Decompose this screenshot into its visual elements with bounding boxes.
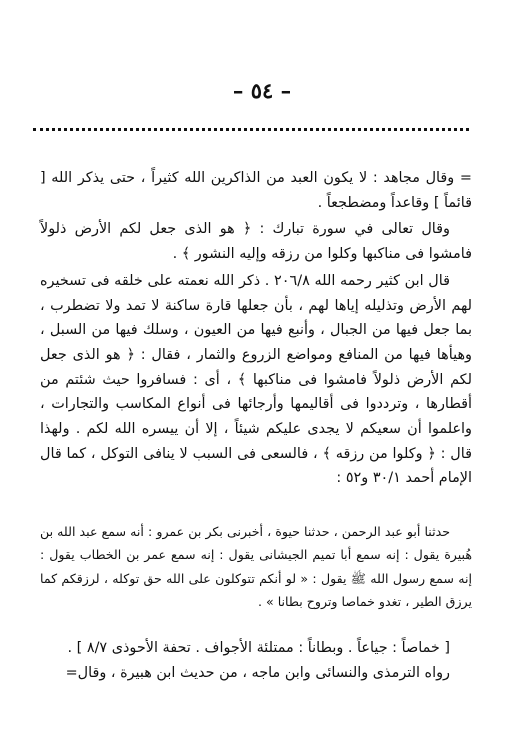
paragraph-ibn-kathir: قال ابن كثير رحمه الله ٢٠٦/٨ . ذكر الله نعمته على خلقه فى تسخيره لهم الأرض وتذليله إياها لهم ، بأن جعلها قارة ساكنة لا تمد ولا تضطرب ، بما جعل فيها من الجبال ، وأنبع فيها من العيون ، وسلك فيها من السبل ، وهيأها فيها من المنافع ومواضع الزروع والثمار ، فقال : ﴿ هو الذى جعل لكم الأرض ذلولاً فامشوا فى مناكبها ﴾ ، أى : فسافروا حيث شئتم من أقطارها ، وترددوا فى أقاليمها وأرجائها فى أنواع المكاسب والتجارات ، واعلموا أن سعيكم لا يجدى عليكم شيئاً ، إلا أن ييسره الله لكم . ولهذا قال : ﴿ وكلوا من رزقه ﴾ ، فالسعى فى السبب لا ينافى التوكل ، كما قال الإمام أحمد ٣٠/١ و٥٢ : bbox=[40, 272, 472, 487]
paragraph-mujahid: = وقال مجاهد : لا يكون العبد من الذاكرين الله كثيراً ، حتى يذكر الله [ قائماً ] وقاعداً ومضطجعاً . bbox=[40, 170, 472, 211]
gloss-note: [ خماصاً : جياعاً . وبطاناً : ممتلئة الأجواف . تحفة الأحوذى ٨/٧ ] . bbox=[67, 640, 450, 656]
narration-note: رواه الترمذى والنسائى وابن ماجه ، من حديث ابن هبيرة ، وقال= bbox=[65, 664, 450, 681]
dotted-divider bbox=[33, 128, 469, 131]
main-text bbox=[40, 166, 472, 491]
notes-text bbox=[40, 636, 472, 685]
hadith-paragraph: حدثنا أبو عبد الرحمن ، حدثنا حيوة ، أخبرنى بكر بن عمرو : أنه سمع عبد الله بن هُبيرة يقول : إنه سمع أبا تميم الجيشانى يقول : إنه سمع عمر بن الخطاب يقول : إنه سمع رسول الله ﷺ يقول : « لو أنكم تتوكلون على الله حق توكله ، لرزقكم كما يرزق الطير ، تغدو خماصا وتروح بطانا » . bbox=[40, 524, 472, 610]
paragraph-surah-tabarak: وقال تعالى في سورة تبارك : ﴿ هو الذى جعل لكم الأرض ذلولاً فامشوا فى مناكبها وكلوا من رزقه وإليه النشور ﴾ . bbox=[40, 221, 472, 263]
page-number: – ٥٤ – bbox=[232, 78, 292, 103]
hadith-text bbox=[40, 520, 472, 614]
